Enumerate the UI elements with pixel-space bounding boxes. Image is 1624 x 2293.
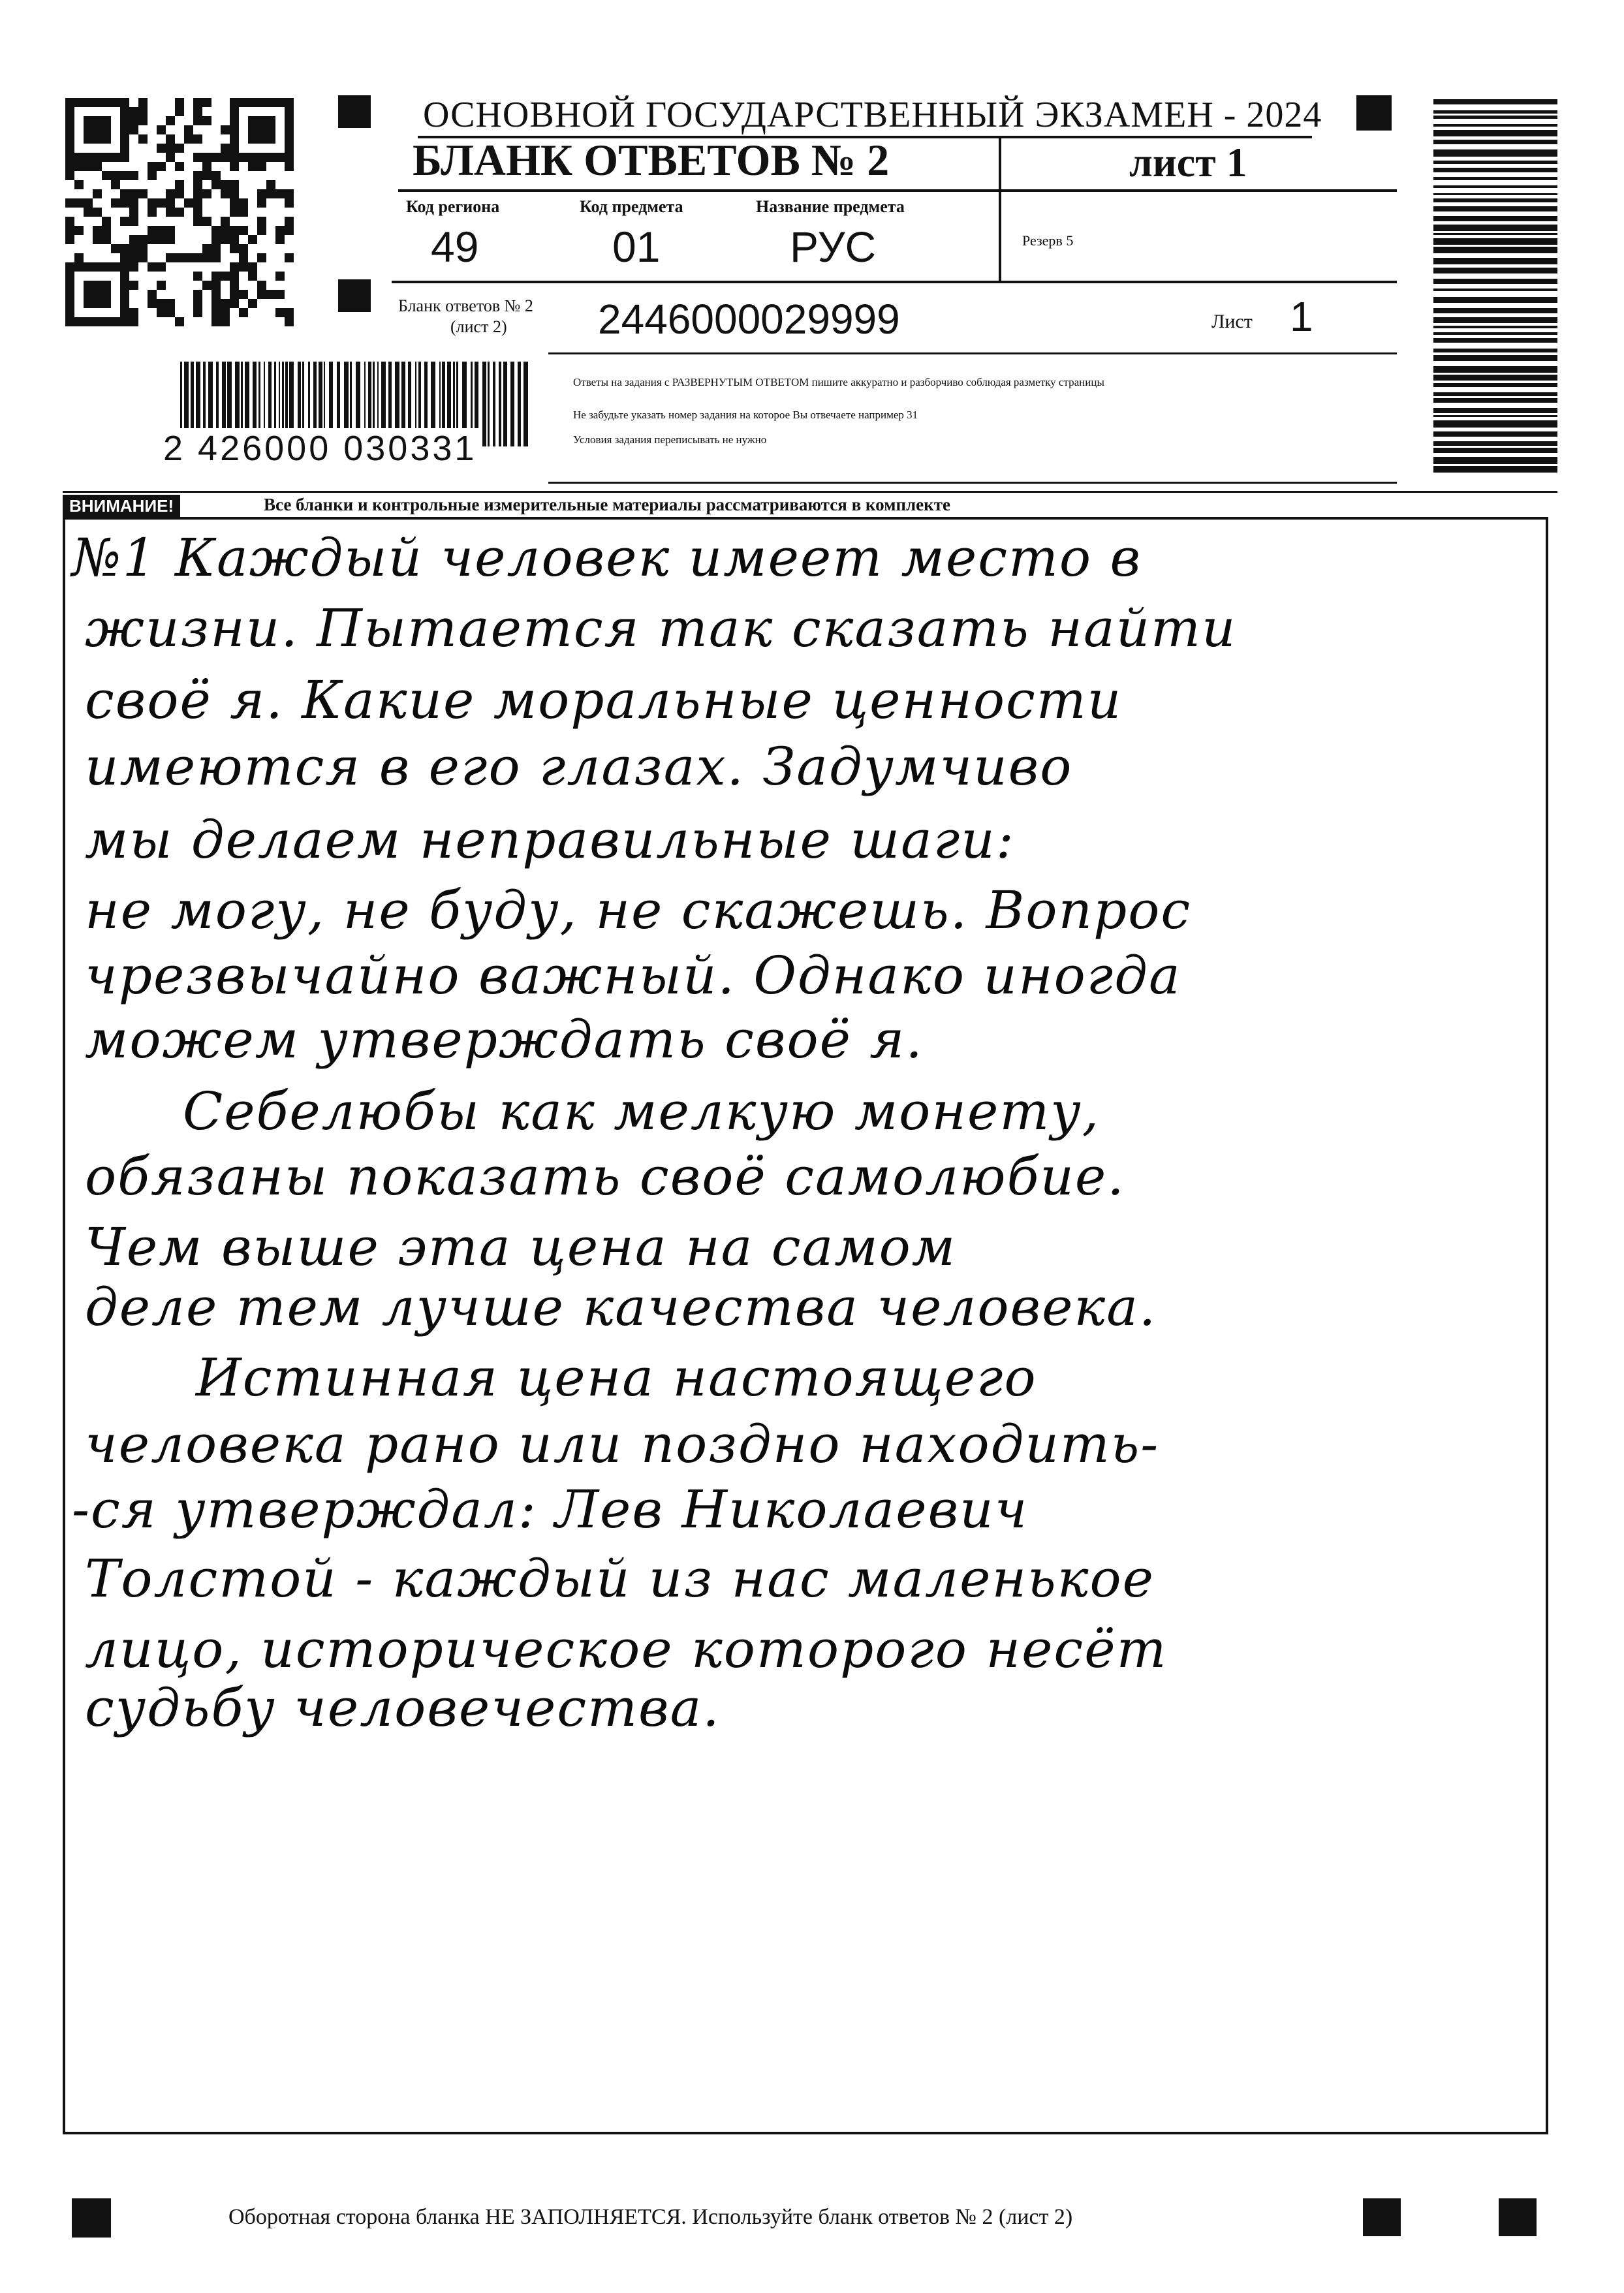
instruction-line-2: Не забудьте указать номер задания на которое Вы отвечаете например 31 [573,409,918,421]
blank-sheet2-label-line2: (лист 2) [450,317,507,336]
corner-marker-top-right [1356,95,1392,131]
header-line-4 [548,482,1397,484]
list-label: Лист [1211,311,1253,332]
instruction-line-3: Условия задания переписывать не нужно [573,433,767,446]
header-line-1 [398,189,999,192]
handwritten-line: судьбу человечества. [85,1677,721,1738]
list-value: 1 [1290,293,1313,340]
exam-title: ОСНОВНОЙ ГОСУДАРСТВЕННЫЙ ЭКЗАМЕН - 2024 [423,95,1322,135]
attention-top-rule [63,491,1557,493]
handwritten-line: Чем выше эта цена на самом [85,1217,957,1277]
handwritten-line: деле тем лучше качества человека. [85,1277,1157,1337]
blank-title: БЛАНК ОТВЕТОВ № 2 [413,135,890,185]
corner-marker-bottom-right-2 [1499,2198,1537,2236]
barcode-number: 2 426000 030331 [161,428,479,469]
handwritten-line: имеются в его глазах. Задумчиво [85,736,1073,797]
handwritten-line: мы делаем неправильные шаги: [85,809,1015,870]
handwritten-line: Себелюбы как мелкую монету, [183,1081,1101,1142]
header-line-2 [392,281,1397,283]
marker-middle-left [338,279,371,312]
qr-code [65,98,294,326]
handwritten-line: обязаны показать своё самолюбие. [85,1146,1125,1207]
handwritten-line: можем утверждать своё я. [85,1009,924,1070]
handwritten-line: Толстой - каждый из нас маленькое [85,1548,1155,1609]
handwritten-line: не могу, не буду, не скажешь. Вопрос [85,880,1192,941]
handwritten-line: жизни. Пытается так сказать найти [85,598,1237,659]
instruction-line-1: Ответы на задания с РАЗВЕРНУТЫМ ОТВЕТОМ пишите аккуратно и разборчиво соблюдая разметку страницы [573,376,1104,388]
corner-marker-bottom-left [72,2198,111,2238]
blank-sheet2-number: 2446000029999 [598,296,900,343]
handwritten-line: -ся утверждал: Лев Николаевич [72,1479,1029,1540]
reserve-label: Резерв 5 [1022,232,1074,249]
corner-marker-bottom-right-1 [1363,2198,1401,2236]
subject-code-label: Код предмета [580,197,683,216]
vertical-barcode [1433,99,1557,478]
handwritten-line: чрезвычайно важный. Однако иногда [85,945,1181,1006]
region-code-label: Код региона [406,197,500,216]
subject-name-label: Название предмета [756,197,905,216]
region-code-value: 49 [431,223,479,271]
subject-code-value: 01 [612,223,661,271]
attention-text: Все бланки и контрольные измерительные материалы рассматриваются в комплекте [264,495,950,514]
handwritten-line: лицо, историческое которого несёт [85,1619,1168,1679]
attention-badge: ВНИМАНИЕ! [63,495,180,518]
sheet-label: лист 1 [1129,139,1247,185]
handwritten-line: своё я. Какие моральные ценности [85,670,1123,730]
handwritten-line: Истинная цена настоящего [196,1347,1037,1408]
handwritten-line: человека рано или поздно находить- [85,1414,1160,1474]
header-divider [999,136,1001,281]
blank-sheet2-label-line1: Бланк ответов № 2 [398,296,533,315]
handwritten-line: №1 Каждый человек имеет место в [72,527,1142,588]
footer-note: Оборотная сторона бланка НЕ ЗАПОЛНЯЕТСЯ. Используйте бланк ответов № 2 (лист 2) [228,2205,1073,2229]
header-line-3 [548,352,1397,354]
header-line-1b [999,189,1397,192]
subject-name-value: РУС [790,223,877,271]
corner-marker-top-left [338,95,371,128]
